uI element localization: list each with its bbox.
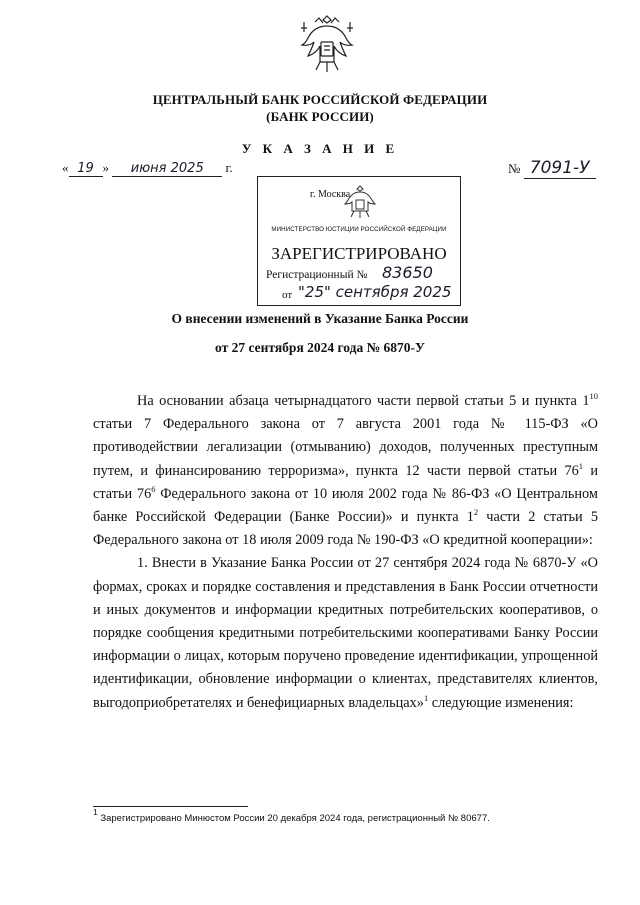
stamp-emblem-icon bbox=[343, 183, 377, 221]
footnote-divider bbox=[93, 806, 248, 807]
stamp-reg-date: "25" сентября 2025 bbox=[298, 283, 452, 301]
stamp-registered: ЗАРЕГИСТРИРОВАНО bbox=[271, 244, 447, 263]
registration-stamp bbox=[257, 176, 461, 306]
number-value: 7091-У bbox=[524, 158, 596, 179]
footnote: $^1$ Зарегистрировано Минюстом России 20 декабря 2024 года, регистрационный № 80677. bbox=[93, 807, 490, 824]
subject-line-2: от 27 сентября 2024 года № 6870-У bbox=[215, 340, 425, 355]
stamp-from-label: от bbox=[282, 289, 293, 301]
bank-name: ЦЕНТРАЛЬНЫЙ БАНК РОССИЙСКОЙ ФЕДЕРАЦИИ bbox=[152, 92, 488, 107]
bank-short-name: (БАНК РОССИИ) bbox=[266, 109, 374, 124]
paragraph-basis: На основании абзаца четырнадцатого части первой статьи 5 и пункта $1^{10}$ статьи 7 Федерального закона от 7 августа 2001 года № 115-ФЗ «О противодействии легализации (отмыванию) доходов, полученных преступным путем, и финансированию терроризма», пункта 12 части первой статьи $76^1$ и статьи $76^6$ Федерального закона от 10 июля 2002 года № 86-ФЗ «О Центральном банке Российской Федерации (Банке России)» и пункта $1^2$ части 2 статьи 5 Федерального закона от 18 июля 2009 года № 190-ФЗ «О кредитной кооперации»: bbox=[93, 391, 598, 549]
date-month-year: июня 2025 bbox=[112, 161, 222, 177]
document-number: № 7091-У bbox=[508, 158, 596, 179]
stamp-reg-number: 83650 bbox=[382, 263, 433, 282]
date-day: 19 bbox=[69, 161, 103, 177]
document-date: « 19 » июня 2025 г. bbox=[62, 160, 233, 176]
paragraph-item-1: 1. Внести в Указание Банка России от 27 сентября 2024 года № 6870-У «О формах, сроках и порядке составления и представления в Банк России отчетности и иных документов и информации кредитных потребительских кооперативов, о порядке сообщения кредитными потребительскими кооперативами Банку России информации о лицах, которым поручено проведение идентификации, упрощенной идентификации, обновление информации о клиентах, представителях клиентов, выгодоприобретателях и бенефициарных владельцах»$^1$ следующие изменения: bbox=[93, 555, 598, 711]
document-type: У К А З А Н И Е bbox=[241, 141, 399, 156]
subject-line-1: О внесении изменений в Указание Банка России bbox=[171, 311, 469, 326]
coat-of-arms-icon bbox=[298, 12, 356, 78]
stamp-reg-label: Регистрационный № bbox=[266, 269, 368, 281]
document-body bbox=[93, 390, 598, 715]
stamp-city: г. Москва bbox=[310, 189, 351, 200]
stamp-ministry: МИНИСТЕРСТВО ЮСТИЦИИ РОССИЙСКОЙ ФЕДЕРАЦИИ bbox=[271, 226, 447, 233]
